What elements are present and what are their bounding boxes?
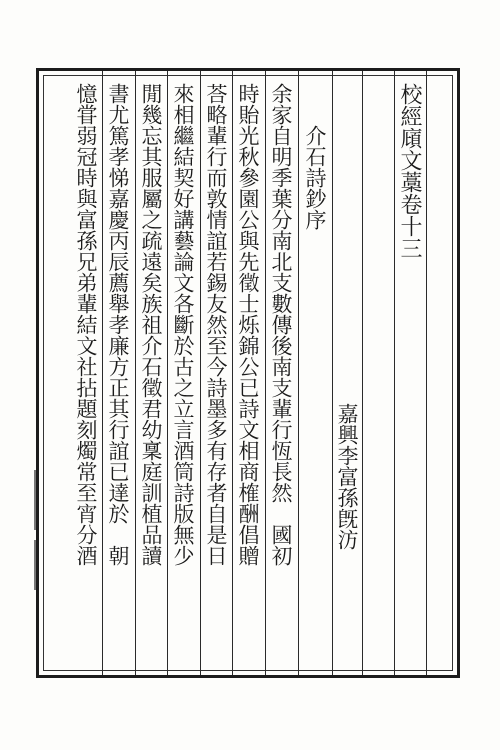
binding-edge-mark bbox=[34, 540, 36, 590]
section-heading: 介石詩鈔序 bbox=[303, 125, 327, 230]
body-column: 書尤篤孝悌嘉慶丙辰薦舉孝廉方正其行誼已達於 朝 bbox=[106, 83, 130, 566]
column-rule bbox=[265, 71, 266, 675]
column-rule bbox=[232, 71, 233, 675]
body-column: 憶甞弱冠時與富孫兄弟輩結文社拈題刻燭常至宵分酒 bbox=[74, 83, 98, 566]
body-column: 余家自明季葉分南北支數傳後南支輩行恆長然 國初 bbox=[269, 83, 293, 566]
column-rule bbox=[298, 71, 299, 675]
column-rule bbox=[362, 71, 363, 675]
column-rule bbox=[200, 71, 201, 675]
column-rule bbox=[102, 71, 103, 675]
body-column: 閒幾忘其服屬之疏遠矣族祖介石徵君幼稟庭訓植品讀 bbox=[139, 83, 163, 566]
volume-title: 校經廎文藁卷十三 bbox=[397, 83, 422, 259]
body-column: 荅略輩行而敦情誼若錫友然至今詩墨多有存者自是日 bbox=[204, 83, 228, 566]
text-frame bbox=[36, 68, 460, 678]
binding-edge-mark bbox=[34, 470, 36, 530]
author-line: 嘉興李富孫旣汸 bbox=[335, 403, 359, 550]
column-rule bbox=[332, 71, 333, 675]
column-rule bbox=[426, 71, 427, 675]
column-rule bbox=[394, 71, 395, 675]
body-column: 時貽光秋參園公與先徵士烁錦公已詩文相商榷酬倡贈 bbox=[236, 83, 260, 566]
column-rule bbox=[135, 71, 136, 675]
body-column: 來相繼結契好講藝論文各斷於古之立言酒筒詩版無少 bbox=[171, 83, 195, 566]
column-rule bbox=[167, 71, 168, 675]
